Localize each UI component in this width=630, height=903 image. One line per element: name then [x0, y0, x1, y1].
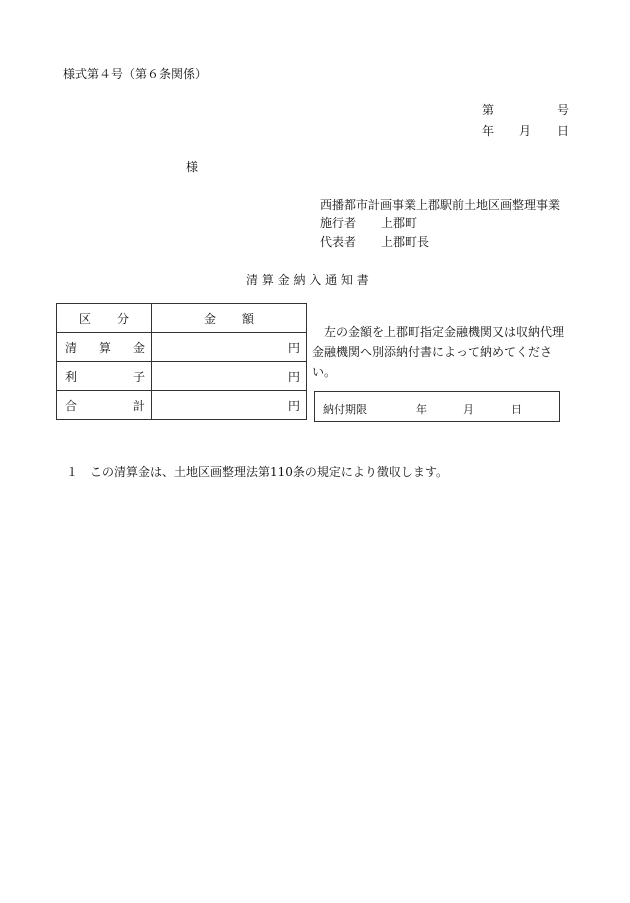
date-month: 月 — [519, 124, 532, 138]
doc-number-prefix: 第 — [482, 103, 495, 117]
form-number: 様式第４号（第６条関係） — [63, 67, 208, 81]
table-row — [57, 333, 307, 362]
document-title: 清 算 金 納 入 通 知 書 — [246, 273, 369, 287]
row-label-total: 合 計 — [57, 391, 152, 420]
deadline-year: 年 — [416, 403, 427, 416]
executor-name: 上郡町 — [381, 216, 418, 230]
doc-number-suffix: 号 — [557, 103, 570, 117]
row-label-settlement: 清 算 金 — [57, 333, 152, 362]
table-header-row — [57, 304, 307, 333]
addressee-suffix: 様 — [186, 160, 199, 174]
payment-note: 左の金額を上郡町指定金融機関又は収納代理金融機関へ別添納付書によって納めてください。 — [312, 325, 565, 379]
deadline-label: 納付期限 — [323, 403, 367, 416]
issuer-project: 西播都市計画事業上郡駅前土地区画整理事業 — [320, 198, 561, 212]
row-label-interest: 利 子 — [57, 362, 152, 391]
deadline-day: 日 — [511, 403, 522, 416]
representative-label: 代表者 — [320, 235, 357, 249]
representative-name: 上郡町長 — [381, 235, 430, 249]
amount-table — [56, 303, 307, 420]
header-amount: 金 額 — [152, 304, 307, 333]
deadline-month: 月 — [463, 403, 474, 416]
footnote: １ この清算金は、土地区画整理法第110条の規定により徴収します。 — [66, 465, 448, 479]
date-year: 年 — [482, 124, 495, 138]
row-amount-interest: 円 — [152, 362, 307, 391]
row-amount-settlement: 円 — [152, 333, 307, 362]
row-amount-total: 円 — [152, 391, 307, 420]
table-row — [57, 362, 307, 391]
deadline-box — [314, 391, 560, 422]
executor-label: 施行者 — [320, 216, 357, 230]
table-row — [57, 391, 307, 420]
header-category: 区 分 — [57, 304, 152, 333]
date-day: 日 — [557, 124, 570, 138]
